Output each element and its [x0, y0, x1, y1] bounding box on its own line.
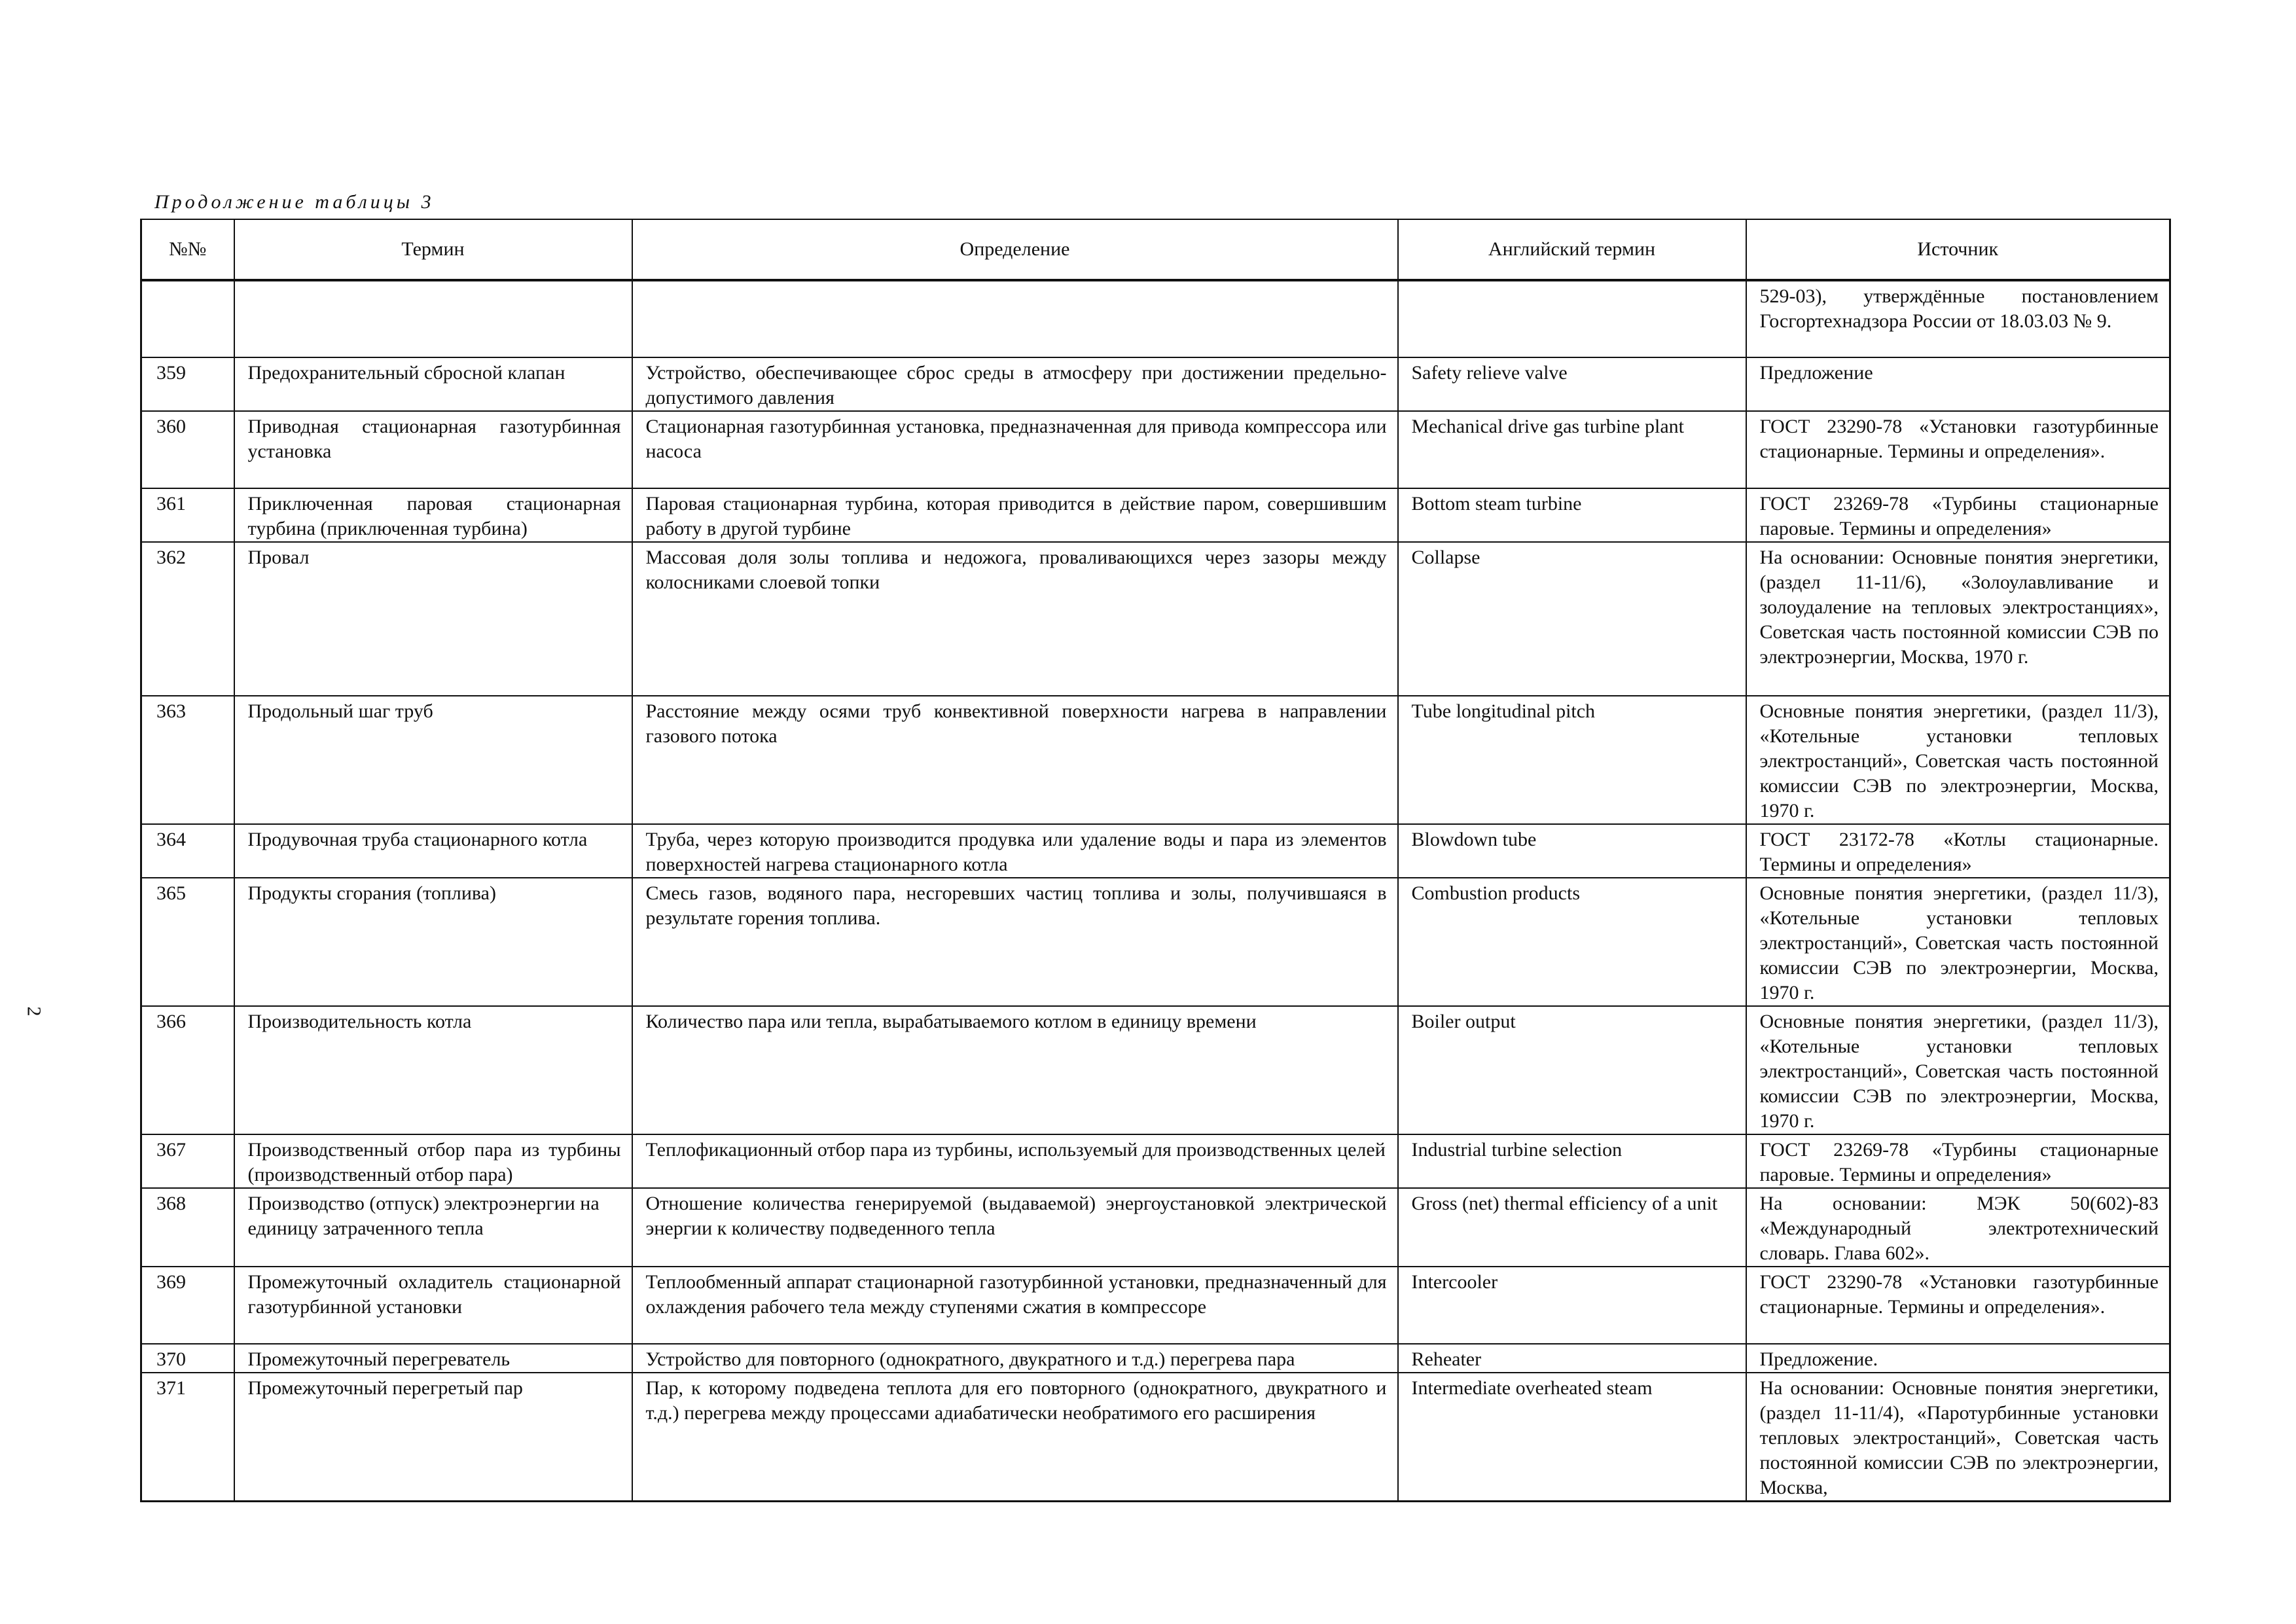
row-english-term: Collapse — [1398, 542, 1746, 696]
row-english-term: Tube longitudinal pitch — [1398, 696, 1746, 824]
row-source: На основании: Основные понятия энергетики, (раздел 11-11/4), «Паротурбинные установки тепловых электростанций», Советская часть постоянной комиссии СЭВ по электроэнергии, Москва, — [1746, 1373, 2170, 1502]
row-english-term: Reheater — [1398, 1344, 1746, 1373]
row-definition: Паровая стационарная турбина, которая приводится в действие паром, совершившим работу в другой турбине — [632, 488, 1398, 542]
row-source: 529-03), утверждённые постановлением Госгортехнадзора России от 18.03.03 № 9. — [1746, 280, 2170, 357]
row-definition: Стационарная газотурбинная установка, предназначенная для привода компрессора или насоса — [632, 411, 1398, 488]
table-row — [141, 1006, 2170, 1134]
row-number: 368 — [141, 1188, 234, 1267]
table-row — [141, 1134, 2170, 1188]
row-source: ГОСТ 23269-78 «Турбины стационарные паровые. Термины и определения» — [1746, 488, 2170, 542]
table-row — [141, 1267, 2170, 1344]
row-term: Приключенная паровая стационарная турбина (приключенная турбина) — [234, 488, 632, 542]
row-source: На основании: МЭК 50(602)-83 «Международный электротехнический словарь. Глава 602». — [1746, 1188, 2170, 1267]
table-header-row — [141, 219, 2170, 280]
column-header-definition: Определение — [632, 219, 1398, 280]
row-definition: Расстояние между осями труб конвективной поверхности нагрева в направлении газового потока — [632, 696, 1398, 824]
row-english-term: Industrial turbine selection — [1398, 1134, 1746, 1188]
row-number — [141, 280, 234, 357]
row-definition: Пар, к которому подведена теплота для его повторного (однократного, двукратного и т.д.) перегрева между процессами адиабатически необратимого его расширения — [632, 1373, 1398, 1502]
row-term: Промежуточный перегреватель — [234, 1344, 632, 1373]
row-english-term — [1398, 280, 1746, 357]
row-term: Промежуточный перегретый пар — [234, 1373, 632, 1502]
row-definition: Массовая доля золы топлива и недожога, проваливающихся через зазоры между колосниками слоевой топки — [632, 542, 1398, 696]
table-row — [141, 824, 2170, 878]
table-row — [141, 280, 2170, 357]
row-source: Основные понятия энергетики, (раздел 11/3), «Котельные установки тепловых электростанций», Советская часть постоянной комиссии СЭВ по электроэнергии, Москва, 1970 г. — [1746, 878, 2170, 1006]
row-number: 360 — [141, 411, 234, 488]
row-english-term: Blowdown tube — [1398, 824, 1746, 878]
row-source: ГОСТ 23290-78 «Установки газотурбинные стационарные. Термины и определения». — [1746, 411, 2170, 488]
row-source: Основные понятия энергетики, (раздел 11/3), «Котельные установки тепловых электростанций», Советская часть постоянной комиссии СЭВ по электроэнергии, Москва, 1970 г. — [1746, 696, 2170, 824]
row-english-term: Safety relieve valve — [1398, 357, 1746, 411]
row-source: Основные понятия энергетики, (раздел 11/3), «Котельные установки тепловых электростанций», Советская часть постоянной комиссии СЭВ по электроэнергии, Москва, 1970 г. — [1746, 1006, 2170, 1134]
column-header-number: №№ — [141, 219, 234, 280]
row-definition: Количество пара или тепла, вырабатываемого котлом в единицу времени — [632, 1006, 1398, 1134]
table-row — [141, 542, 2170, 696]
row-term: Продувочная труба стационарного котла — [234, 824, 632, 878]
row-definition: Труба, через которую производится продувка или удаление воды и пара из элементов поверхностей нагрева стационарного котла — [632, 824, 1398, 878]
row-definition: Теплообменный аппарат стационарной газотурбинной установки, предназначенный для охлаждения рабочего тела между ступенями сжатия в компрессоре — [632, 1267, 1398, 1344]
row-term — [234, 280, 632, 357]
column-header-term: Термин — [234, 219, 632, 280]
table-row — [141, 1373, 2170, 1502]
row-term: Предохранительный сбросной клапан — [234, 357, 632, 411]
row-number: 362 — [141, 542, 234, 696]
table-row — [141, 1344, 2170, 1373]
row-term: Продукты сгорания (топлива) — [234, 878, 632, 1006]
row-source: Предложение. — [1746, 1344, 2170, 1373]
row-term: Промежуточный охладитель стационарной газотурбинной установки — [234, 1267, 632, 1344]
row-english-term: Boiler output — [1398, 1006, 1746, 1134]
row-source: На основании: Основные понятия энергетики, (раздел 11-11/6), «Золоулавливание и золоудаление на тепловых электростанциях», Советская часть постоянной комиссии СЭВ по электроэнергии, Москва, 1970 г. — [1746, 542, 2170, 696]
row-number: 365 — [141, 878, 234, 1006]
table-row — [141, 1188, 2170, 1267]
row-source: ГОСТ 23269-78 «Турбины стационарные паровые. Термины и определения» — [1746, 1134, 2170, 1188]
table-row — [141, 878, 2170, 1006]
terms-table — [140, 219, 2171, 1502]
row-number: 361 — [141, 488, 234, 542]
row-number: 366 — [141, 1006, 234, 1134]
row-source: Предложение — [1746, 357, 2170, 411]
row-number: 359 — [141, 357, 234, 411]
page-number: 2 — [23, 1006, 45, 1017]
row-definition: Устройство для повторного (однократного, двукратного и т.д.) перегрева пара — [632, 1344, 1398, 1373]
row-term: Провал — [234, 542, 632, 696]
row-definition: Устройство, обеспечивающее сброс среды в атмосферу при достижении предельно-допустимого давления — [632, 357, 1398, 411]
table-caption: Продолжение таблицы 3 — [154, 191, 435, 213]
column-header-english-term: Английский термин — [1398, 219, 1746, 280]
row-number: 371 — [141, 1373, 234, 1502]
row-source: ГОСТ 23290-78 «Установки газотурбинные стационарные. Термины и определения». — [1746, 1267, 2170, 1344]
row-number: 367 — [141, 1134, 234, 1188]
row-number: 369 — [141, 1267, 234, 1344]
row-term: Производственный отбор пара из турбины (производственный отбор пара) — [234, 1134, 632, 1188]
row-english-term: Mechanical drive gas turbine plant — [1398, 411, 1746, 488]
row-number: 370 — [141, 1344, 234, 1373]
row-term: Производительность котла — [234, 1006, 632, 1134]
row-term: Производство (отпуск) электроэнергии на единицу затраченного тепла — [234, 1188, 632, 1267]
row-english-term: Gross (net) thermal efficiency of a unit — [1398, 1188, 1746, 1267]
row-term: Продольный шаг труб — [234, 696, 632, 824]
row-source: ГОСТ 23172-78 «Котлы стационарные. Термины и определения» — [1746, 824, 2170, 878]
row-number: 363 — [141, 696, 234, 824]
row-number: 364 — [141, 824, 234, 878]
column-header-source: Источник — [1746, 219, 2170, 280]
table-row — [141, 488, 2170, 542]
row-english-term: Intermediate overheated steam — [1398, 1373, 1746, 1502]
row-english-term: Combustion products — [1398, 878, 1746, 1006]
row-definition — [632, 280, 1398, 357]
row-definition: Теплофикационный отбор пара из турбины, используемый для производственных целей — [632, 1134, 1398, 1188]
table-row — [141, 411, 2170, 488]
row-definition: Отношение количества генерируемой (выдаваемой) энергоустановкой электрической энергии к количеству подведенного тепла — [632, 1188, 1398, 1267]
table-row — [141, 357, 2170, 411]
row-english-term: Intercooler — [1398, 1267, 1746, 1344]
row-english-term: Bottom steam turbine — [1398, 488, 1746, 542]
table-row — [141, 696, 2170, 824]
row-term: Приводная стационарная газотурбинная установка — [234, 411, 632, 488]
row-definition: Смесь газов, водяного пара, несгоревших частиц топлива и золы, получившаяся в результате горения топлива. — [632, 878, 1398, 1006]
